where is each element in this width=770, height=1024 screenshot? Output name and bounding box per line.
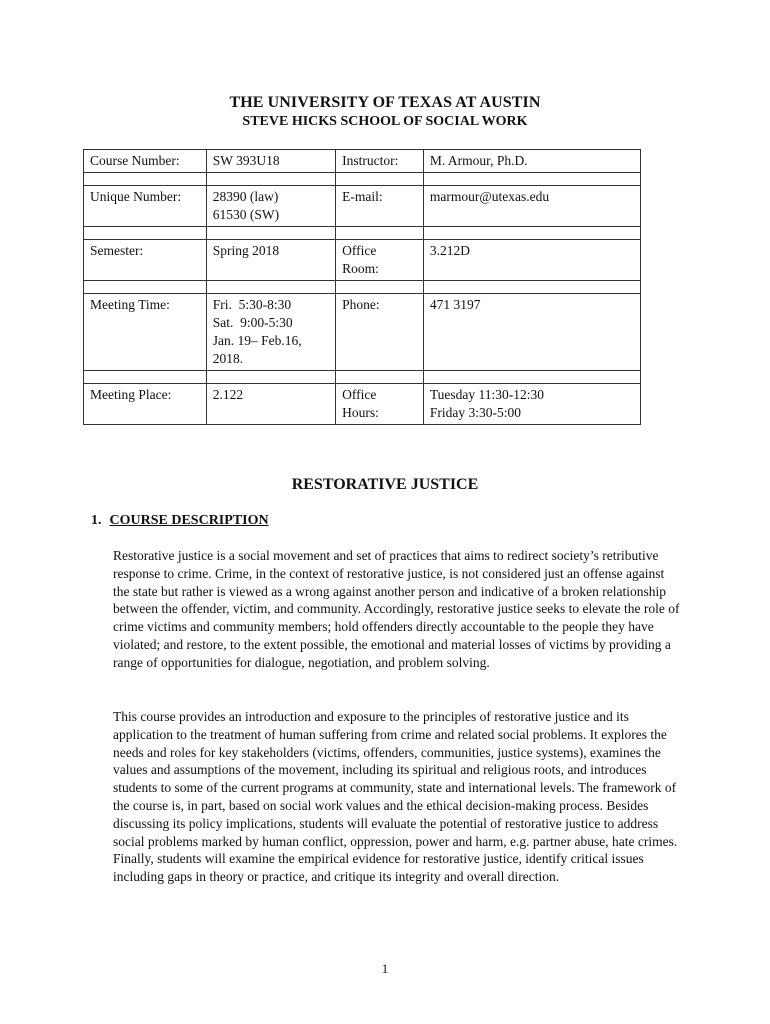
course-description-paragraph-2: This course provides an introduction and exposure to the principles of restorative justice and its application to the treatment of human suffering from crime and related social problems. It explores the needs and roles for key stakeholders (victims, offenders, communities, justice systems), examines the values and assumptions of the movement, including its spiritual and religious roots, and introduces students to some of the current programs at community, state and international levels. The framework of the course is, in part, based on social work values and the ethical decision-making process. Besides discussing its policy implications, students will evaluate the potential of restorative justice to address social problems marked by human conflict, oppression, power and harm, e.g. partner abuse, hate crimes. Finally, students will examine the empirical evidence for restorative justice, identify critical issues including gaps in theory or practice, and critique its integrity and overall direction.	[113, 709, 678, 885]
page-number: 1	[381, 961, 389, 976]
email-value: marmour@utexas.edu	[423, 186, 640, 227]
table-row	[84, 186, 641, 227]
table-spacer-row	[84, 281, 641, 294]
office-hours-value: Tuesday 11:30-12:30 Friday 3:30-5:00	[423, 384, 640, 425]
university-title: THE UNIVERSITY OF TEXAS AT AUSTIN	[229, 94, 541, 111]
unique-number-sw: 61530 (SW)	[212, 207, 280, 222]
section-number: 1.	[91, 513, 102, 528]
meeting-place-label: Meeting Place:	[84, 384, 207, 425]
table-row	[84, 240, 641, 281]
table-spacer-row	[84, 173, 641, 186]
course-number-value: SW 393U18	[206, 150, 335, 173]
phone-label: Phone:	[336, 294, 424, 371]
table-row	[84, 150, 641, 173]
unique-number-value	[206, 186, 335, 227]
course-description-paragraph-1: Restorative justice is a social movement and set of practices that aims to redirect society’s retributive response to crime. Crime, in the context of restorative justice, is not considered just an offense against the state but rather is viewed as a wrong against another person and indicative of a broken relationship between the offender, victim, and community. Accordingly, restorative justice seeks to elevate the role of crime victims and community members; hold offenders directly accountable to the people they have violated; and restore, to the extent possible, the emotional and material losses of victims by providing a range of opportunities for dialogue, negotiation, and problem solving.	[113, 548, 680, 670]
semester-value: Spring 2018	[206, 240, 335, 281]
course-number-label: Course Number:	[84, 150, 207, 173]
section-heading-text: COURSE DESCRIPTION	[109, 513, 269, 528]
office-hours-label: Office Hours:	[336, 384, 424, 425]
table-row	[84, 294, 641, 371]
section-heading	[91, 513, 269, 529]
school-title: STEVE HICKS SCHOOL OF SOCIAL WORK	[242, 114, 528, 129]
table-row	[84, 384, 641, 425]
instructor-value: M. Armour, Ph.D.	[423, 150, 640, 173]
instructor-label: Instructor:	[336, 150, 424, 173]
unique-number-label: Unique Number:	[84, 186, 207, 227]
office-room-value: 3.212D	[423, 240, 640, 281]
semester-label: Semester:	[84, 240, 207, 281]
course-info-table	[83, 149, 641, 425]
office-room-label: Office Room:	[336, 240, 424, 281]
meeting-time-value: Fri. 5:30-8:30 Sat. 9:00-5:30 Jan. 19– Feb.16, 2018.	[206, 294, 335, 371]
unique-number-law: 28390 (law)	[212, 189, 279, 204]
table-spacer-row	[84, 371, 641, 384]
email-label: E-mail:	[336, 186, 424, 227]
meeting-place-value: 2.122	[206, 384, 335, 425]
phone-value: 471 3197	[423, 294, 640, 371]
course-title: RESTORATIVE JUSTICE	[291, 476, 479, 493]
table-spacer-row	[84, 227, 641, 240]
meeting-time-label: Meeting Time:	[84, 294, 207, 371]
